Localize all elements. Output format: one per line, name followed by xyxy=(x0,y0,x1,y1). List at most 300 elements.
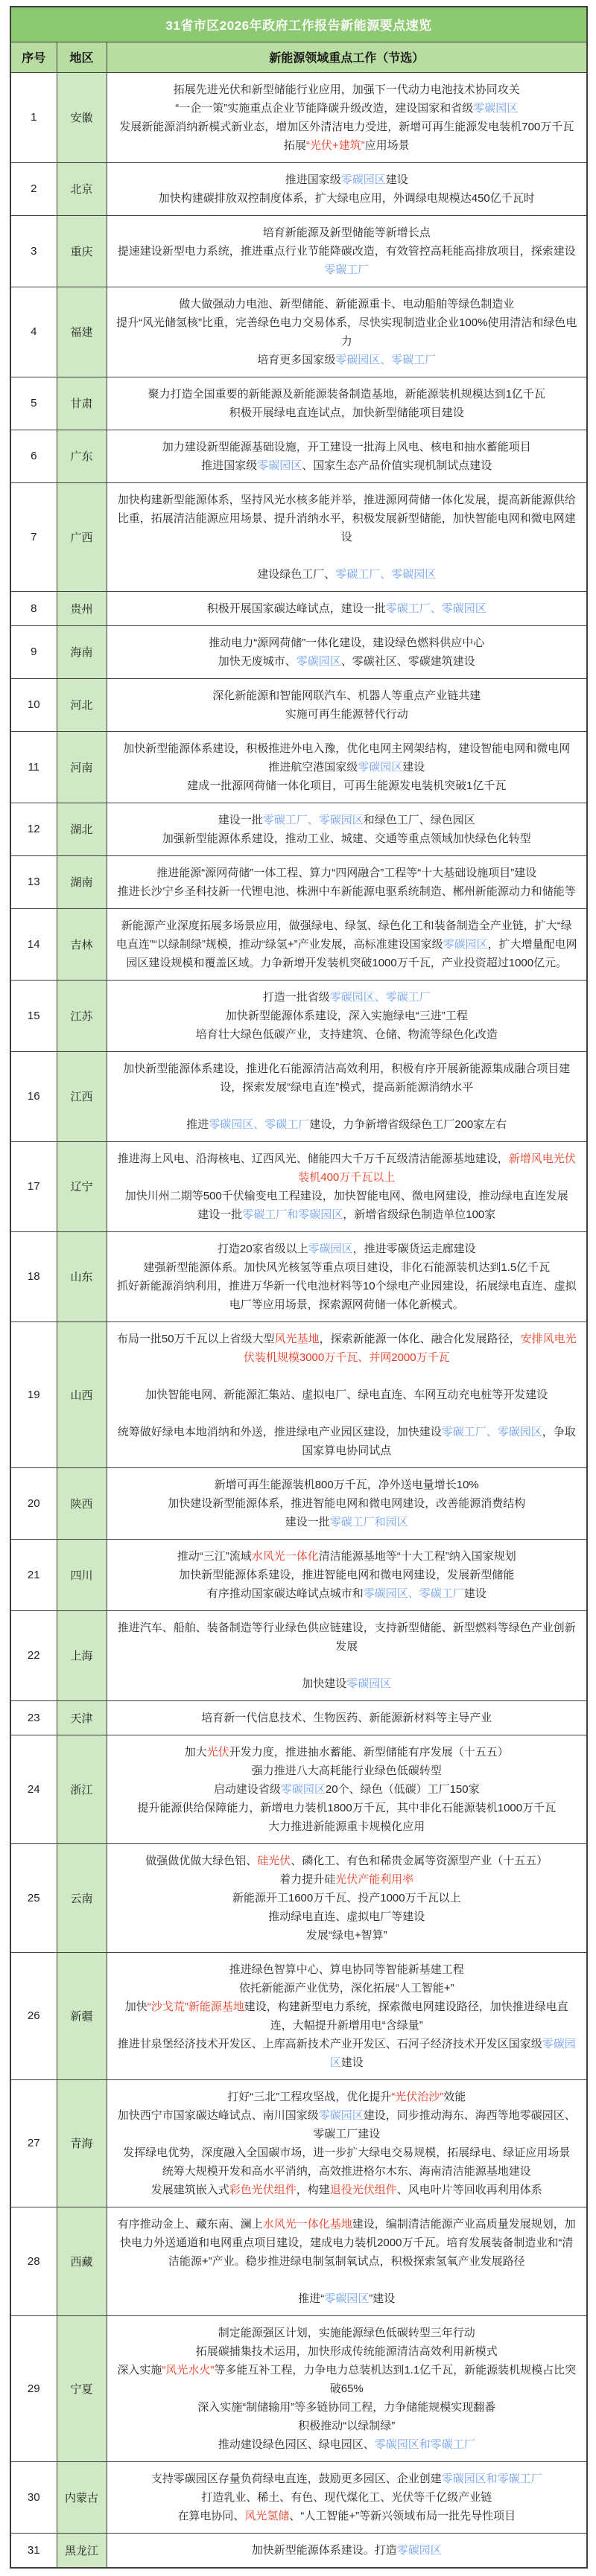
red-emphasis-term: 水风光一体化基地 xyxy=(262,2217,352,2231)
text-segment: 、零碳社区、零碳建筑建设 xyxy=(340,654,475,668)
highlights-cell xyxy=(107,215,587,287)
text-segment: 加快新型能源体系建设。打造 xyxy=(251,2543,397,2557)
text-segment: ，扩大增量配电网园区建设规模和覆盖区域。力争新增开发装机突破1000万千瓦，产业投资超过1000亿元。 xyxy=(126,937,577,969)
text-segment: 建设，同步推动海东、海西等地零碳园区、零碳工厂建设 xyxy=(313,2108,576,2140)
text-segment: 发展新能源消纳新模式新业态，增加区外清洁电力受进，新增可再生能源发电装机700万千瓦 xyxy=(119,120,574,133)
title-row xyxy=(10,7,587,42)
text-segment: 建设一批 xyxy=(218,813,263,826)
text-segment: 深入实施“制储输用”等多链协同工程，力争储能规模实现翻番 xyxy=(197,2400,496,2414)
text-segment: 加快新型能源体系建设，推进化石能源清洁高效利用，积极有序开展新能源集成融合项目建设，探索发展“绿电直连”模式，提高新能源消纳水平 xyxy=(123,1062,571,1094)
row-number: 16 xyxy=(10,1051,57,1141)
zero-carbon-term: 零碳工厂、零碳园区 xyxy=(335,567,437,581)
text-segment: 推进甘泉堡经济技术开发区、上库高新技术产业开发区、石河子经济技术开发区国家级 xyxy=(117,2037,542,2050)
text-segment: 推进汽车、船舶、装备制造等行业绿色供应链建设，支持新型储能、新型燃料等绿色产业创新发展 xyxy=(117,1621,576,1653)
highlights-cell xyxy=(107,1735,587,1843)
text-segment: 统筹大规模开发和高水平消纳，高效推进格尔木东、海南清洁能源基地建设 xyxy=(162,2164,531,2178)
highlights-cell xyxy=(107,1610,587,1700)
highlights-cell xyxy=(107,2079,587,2207)
highlights-cell xyxy=(107,731,587,803)
region-name: 江西 xyxy=(57,1051,107,1141)
highlight-line xyxy=(116,351,578,369)
red-emphasis-term: 新增风电光伏装机400万千瓦以上 xyxy=(298,1152,576,1184)
text-segment: 发挥绿电优势，深度融入全国碳市场，进一步扩大绿电交易规模，拓展绿电、绿证应用场景 xyxy=(123,2146,571,2159)
text-segment: 建设一批 xyxy=(285,1515,330,1528)
region-name: 广东 xyxy=(57,430,107,482)
highlight-line xyxy=(116,1619,578,1656)
region-name: 宁夏 xyxy=(57,2315,107,2461)
text-segment: 、风电叶片等回收再利用体系 xyxy=(396,2183,542,2196)
text-segment: 推进“ xyxy=(298,2292,325,2305)
row-number: 8 xyxy=(10,591,57,625)
row-number: 9 xyxy=(10,625,57,678)
highlights-cell xyxy=(107,908,587,980)
text-segment: 支持零碳园区存量负荷绿电直连，鼓励更多园区、企业创建 xyxy=(150,2472,442,2485)
highlight-line xyxy=(116,2398,578,2417)
text-segment: 清洁能源基地等“十大工程”纳入国家规划 xyxy=(318,1549,516,1563)
text-segment: 依托新能源产业优势，深化拓展“人工智能+” xyxy=(238,1981,454,1995)
text-segment: 开发力度，推进抽水蓄能、新型储能有序发展（十五五） xyxy=(229,1745,509,1759)
row-number: 7 xyxy=(10,482,57,591)
region-name: 山西 xyxy=(57,1322,107,1467)
highlight-line xyxy=(116,1566,578,1584)
text-segment: 做强做优做大绿色铝、 xyxy=(145,1854,258,1867)
row-number: 18 xyxy=(10,1231,57,1322)
text-segment: 聚力打造全国重要的新能源及新能源装备制造基地，新能源装机规模达到1亿千瓦 xyxy=(148,387,545,401)
region-name: 浙江 xyxy=(57,1735,107,1843)
text-segment: ，构建 xyxy=(296,2183,330,2196)
text-segment: 推进能源“源网荷储”一体工程、算力“四网融合”工程等“十大基础设施项目”建设 xyxy=(156,866,537,879)
zero-carbon-term: 零碳园区和零碳工厂 xyxy=(374,2438,475,2451)
text-segment: 着力提升硅 xyxy=(279,1872,336,1886)
row-number: 19 xyxy=(10,1322,57,1467)
region-name: 甘肃 xyxy=(57,377,107,430)
highlight-line xyxy=(116,2488,578,2507)
zero-carbon-term: 零碳园区 xyxy=(280,1782,326,1796)
zero-carbon-term: 零碳园区 xyxy=(329,2037,576,2069)
text-segment: 拓展 xyxy=(283,138,306,152)
table-row xyxy=(10,625,587,678)
row-number: 14 xyxy=(10,908,57,980)
highlight-line xyxy=(116,777,578,795)
zero-carbon-term: 零碳工厂、零碳园区 xyxy=(385,602,486,615)
zero-carbon-term: 零碳工厂 xyxy=(324,263,370,276)
highlight-line xyxy=(116,2541,578,2560)
text-segment: ”建设 xyxy=(369,2292,396,2305)
table-title: 31省市区2026年政府工作报告新能源要点速览 xyxy=(10,7,587,42)
text-segment: 推动“三江”流域 xyxy=(177,1549,252,1563)
spacer-line xyxy=(116,546,578,565)
highlight-line xyxy=(116,599,578,618)
highlight-line xyxy=(116,739,578,758)
region-name: 天津 xyxy=(57,1700,107,1735)
text-segment: 建设 xyxy=(402,760,425,774)
table-row xyxy=(10,2461,587,2533)
spacer-line xyxy=(116,2271,578,2289)
text-segment: 打造一批省级 xyxy=(262,990,330,1004)
highlight-line xyxy=(116,2162,578,2181)
highlight-line xyxy=(116,1423,578,1460)
text-segment: 深化新能源和智能网联汽车、机器人等重点产业链共建 xyxy=(212,689,481,702)
text-segment: 建设绿色工厂、 xyxy=(257,567,336,581)
region-name: 陕西 xyxy=(57,1467,107,1539)
text-segment: 发展“绿电+智算” xyxy=(305,1928,387,1942)
text-segment: 推动绿电直连、虚拟电厂等建设 xyxy=(268,1910,425,1923)
text-segment: 推进长沙宁乡圣科技新一代锂电池、株洲中车新能源电驱系统制造、郴州新能源动力和储能等 xyxy=(117,884,576,898)
highlight-line xyxy=(116,1025,578,1044)
text-segment: 新增可再生能源装机800万千瓦，净外送电量增长10% xyxy=(214,1478,479,1491)
red-emphasis-term: 硅光伏 xyxy=(257,1854,291,1867)
highlights-cell xyxy=(107,2207,587,2315)
highlight-line xyxy=(116,2417,578,2435)
table-row xyxy=(10,908,587,980)
highlight-line xyxy=(116,634,578,652)
row-number: 26 xyxy=(10,1952,57,2079)
text-segment: 深入实施 xyxy=(117,2363,162,2376)
table-row xyxy=(10,2079,587,2207)
spacer-line xyxy=(116,1656,578,1674)
row-number: 1 xyxy=(10,72,57,162)
region-name: 湖北 xyxy=(57,803,107,855)
row-number: 30 xyxy=(10,2461,57,2533)
row-number: 11 xyxy=(10,731,57,803)
text-segment: 打好“三北”工程攻坚战，优化提升 xyxy=(227,2090,392,2103)
zero-carbon-term: 零碳园区 xyxy=(308,1242,353,1255)
highlight-line xyxy=(116,242,578,279)
text-segment: 加快 xyxy=(124,2000,148,2013)
highlight-line xyxy=(116,864,578,882)
zero-carbon-term: 零碳园区 xyxy=(396,2543,442,2557)
region-name: 安徽 xyxy=(57,72,107,162)
spacer-line xyxy=(116,1404,578,1423)
highlight-line xyxy=(116,1476,578,1494)
text-segment: 、磷化工、有色和稀贵金属等资源型产业（十五五） xyxy=(291,1854,548,1867)
highlight-line xyxy=(116,456,578,475)
zero-carbon-term: 零碳园区、零碳工厂 xyxy=(363,1587,464,1600)
red-emphasis-term: 水风光一体化 xyxy=(251,1549,319,1563)
region-name: 河北 xyxy=(57,678,107,731)
highlight-line xyxy=(116,295,578,313)
table-row xyxy=(10,1467,587,1539)
row-number: 5 xyxy=(10,377,57,430)
text-segment: 积极推动“以绿制绿” xyxy=(298,2419,396,2432)
highlight-line xyxy=(116,2507,578,2525)
row-number: 17 xyxy=(10,1141,57,1231)
highlight-line xyxy=(116,1889,578,1907)
table-row xyxy=(10,215,587,287)
highlight-line xyxy=(116,988,578,1007)
red-emphasis-term: 光伏产能利用率 xyxy=(335,1872,414,1886)
table-body xyxy=(10,72,587,2568)
highlight-line xyxy=(116,1743,578,1762)
highlight-line xyxy=(116,1240,578,1258)
highlights-cell xyxy=(107,287,587,377)
highlights-cell xyxy=(107,855,587,908)
text-segment: 建成一批源网荷储一体化项目，可再生能源发电装机突破1亿千瓦 xyxy=(187,779,507,792)
highlights-cell xyxy=(107,2315,587,2461)
zero-carbon-term: 零碳园区 xyxy=(473,101,519,115)
highlight-line xyxy=(116,2088,578,2106)
text-segment: 提速建设新型电力系统，推进重点行业节能降碳改造，有效管控高耗能高排放项目，探索建设 xyxy=(117,244,576,258)
text-segment: 建设，编制清洁能源产业高质量发展规划，加快电力外送通道和电网重点项目建设，建成电力装机2000万千瓦。培育发展装备制造业和“清洁能源+”产业。稳步推进绿电制氢制氧试点，积极探索氢氧产业发展路径 xyxy=(120,2217,576,2268)
col-header-highlights: 新能源领域重点工作（节选） xyxy=(107,42,587,72)
table-row xyxy=(10,591,587,625)
highlights-cell xyxy=(107,2533,587,2568)
table-row xyxy=(10,72,587,162)
text-segment: 强力推进八大高耗能行业绿色低碳转型 xyxy=(251,1764,442,1777)
text-segment: 推进 xyxy=(186,1118,209,1131)
table-row xyxy=(10,855,587,908)
text-segment: 在算电协同、 xyxy=(177,2509,245,2522)
highlight-line xyxy=(116,404,578,422)
text-segment: 加快无废城市、 xyxy=(218,654,297,668)
region-name: 福建 xyxy=(57,287,107,377)
text-segment: 建设 xyxy=(385,173,408,186)
zero-carbon-term: 零碳工厂、零碳园区 xyxy=(441,1425,542,1438)
highlight-line xyxy=(116,2470,578,2488)
table-row xyxy=(10,1231,587,1322)
red-emphasis-term: 风光基地 xyxy=(274,1332,320,1345)
text-segment: “一企一策”实施重点企业节能降碳升级改造，建设国家和省级 xyxy=(175,101,474,115)
red-emphasis-term: “沙戈荒”新能源基地 xyxy=(147,2000,244,2013)
table-row xyxy=(10,803,587,855)
table-row xyxy=(10,678,587,731)
text-segment: 建设，力争新增省级绿色工厂200家左右 xyxy=(309,1118,507,1131)
highlight-line xyxy=(116,1870,578,1889)
highlights-cell xyxy=(107,678,587,731)
text-segment: 有序推动国家碳达峰试点城市和 xyxy=(206,1587,364,1600)
table-row xyxy=(10,1952,587,2079)
highlight-line xyxy=(116,2215,578,2271)
text-segment: ，争取国家算电协同试点 xyxy=(302,1425,576,1457)
highlights-cell xyxy=(107,1231,587,1322)
red-emphasis-term: “光伏+建筑” xyxy=(305,138,365,152)
highlight-line xyxy=(116,80,578,99)
region-name: 河南 xyxy=(57,731,107,803)
highlights-cell xyxy=(107,72,587,162)
text-segment: 制定能源强区计划，实施能源绿色低碳转型三年行动 xyxy=(218,2326,475,2339)
text-segment: 20个、绿色（低碳）工厂150家 xyxy=(325,1782,480,1796)
row-number: 28 xyxy=(10,2207,57,2315)
region-name: 广西 xyxy=(57,482,107,591)
text-segment: ，探索新能源一体化、融合化发展路径， xyxy=(319,1332,521,1345)
text-segment: 发展建筑嵌入式 xyxy=(150,2183,229,2196)
highlight-line xyxy=(116,1584,578,1603)
table-row xyxy=(10,2533,587,2568)
table-row xyxy=(10,1843,587,1952)
region-name: 黑龙江 xyxy=(57,2533,107,2568)
row-number: 6 xyxy=(10,430,57,482)
highlights-cell xyxy=(107,591,587,625)
highlight-line xyxy=(116,1799,578,1817)
zero-carbon-term: 零碳园区、零碳工厂 xyxy=(335,353,437,366)
highlights-cell xyxy=(107,1141,587,1231)
text-segment: 积极开展国家碳达峰试点，建设一批 xyxy=(206,602,386,615)
row-number: 2 xyxy=(10,162,57,215)
highlights-cell xyxy=(107,1843,587,1952)
highlight-line xyxy=(116,705,578,724)
text-segment: 实施可再生能源替代行动 xyxy=(285,707,408,721)
highlight-line xyxy=(116,170,578,189)
highlight-line xyxy=(116,2181,578,2199)
highlight-line xyxy=(116,1115,578,1134)
text-segment: 建设一批 xyxy=(197,1208,243,1221)
zero-carbon-term: 零碳园区、零碳工厂 xyxy=(209,1118,310,1131)
highlight-line xyxy=(116,1258,578,1277)
row-number: 24 xyxy=(10,1735,57,1843)
table-row xyxy=(10,377,587,430)
row-number: 27 xyxy=(10,2079,57,2207)
highlights-cell xyxy=(107,377,587,430)
text-segment: 加快川州二期等500千伏输变电工程建设，加快智能电网、微电网建设，推动绿电直连发展 xyxy=(124,1189,568,1202)
table-row xyxy=(10,980,587,1051)
text-segment: 推进海上风电、沿海核电、辽西风光、储能四大千万千瓦级清洁能源基地建设， xyxy=(117,1152,509,1165)
text-segment: 加大 xyxy=(184,1745,207,1759)
text-segment: 培育新一代信息技术、生物医药、新能源新材料等主导产业 xyxy=(201,1711,492,1724)
highlight-line xyxy=(116,313,578,351)
header-row xyxy=(10,42,587,72)
highlight-line xyxy=(116,1979,578,1998)
text-segment: 培育更多国家级 xyxy=(257,353,336,366)
zero-carbon-term: 零碳工厂和零碳园区 xyxy=(242,1208,343,1221)
text-segment: 加快新型能源体系建设，深入实施绿电“三进”工程 xyxy=(225,1009,468,1022)
red-emphasis-term: “风光水火” xyxy=(162,2363,215,2376)
highlight-line xyxy=(116,1330,578,1367)
highlights-cell xyxy=(107,1700,587,1735)
highlight-line xyxy=(116,2324,578,2342)
text-segment: 加快建设新型能源体系，推进智能电网和微电网建设，改善能源消费结构 xyxy=(168,1496,526,1510)
table-row xyxy=(10,162,587,215)
text-segment: 有序推动金上、藏东南、澜上 xyxy=(117,2217,263,2231)
highlight-line xyxy=(116,189,578,208)
region-name: 海南 xyxy=(57,625,107,678)
region-name: 北京 xyxy=(57,162,107,215)
table-row xyxy=(10,1051,587,1141)
text-segment: 、“人工智能+”等新兴领域布局一批先导性项目 xyxy=(289,2509,516,2522)
highlight-line xyxy=(116,1762,578,1780)
highlight-line xyxy=(116,1277,578,1314)
text-segment: 加快智能电网、新能源汇集站、虚拟电厂、绿电直连、车网互动充电桩等开发建设 xyxy=(145,1388,548,1401)
region-name: 新疆 xyxy=(57,1952,107,2079)
highlight-line xyxy=(116,1059,578,1097)
text-segment: 推进国家级 xyxy=(201,459,258,472)
region-name: 青海 xyxy=(57,2079,107,2207)
highlights-cell xyxy=(107,803,587,855)
text-segment: 建设 xyxy=(463,1587,486,1600)
text-segment: 拓展先进光伏和新型储能行业应用，加强下一代动力电池技术协同攻关 xyxy=(173,83,520,96)
highlight-line xyxy=(116,2106,578,2143)
text-segment: 加快建设 xyxy=(302,1677,347,1690)
zero-carbon-term: 零碳园区 xyxy=(340,173,386,186)
text-segment: 打造乳业、稀土、有色、现代煤化工、光伏等千亿级产业链 xyxy=(201,2490,492,2504)
highlights-cell xyxy=(107,1322,587,1467)
highlight-line xyxy=(116,1494,578,1513)
highlight-line xyxy=(116,1998,578,2035)
table-row xyxy=(10,731,587,803)
highlight-line xyxy=(116,916,578,972)
highlight-line xyxy=(116,882,578,901)
highlight-line xyxy=(116,1150,578,1187)
highlight-line xyxy=(116,652,578,671)
region-name: 四川 xyxy=(57,1539,107,1610)
zero-carbon-term: 零碳园区和零碳工厂 xyxy=(441,2472,542,2485)
text-segment: 应用场景 xyxy=(364,138,410,152)
text-segment: 和绿色工厂、绿色园区 xyxy=(363,813,475,826)
highlights-cell xyxy=(107,1051,587,1141)
table-row xyxy=(10,1610,587,1700)
text-segment: 推进绿色智算中心、算电协同等智能新基建工程 xyxy=(229,1963,464,1976)
text-segment: 新能源产业深度拓展多场景应用，做强绿电、绿氢、绿色化工和装备制造全产业链，扩大“绿电直连”“以绿制绿”规模，推动“绿氢+”产业发展，高标准建设国家级 xyxy=(115,919,572,951)
highlights-cell xyxy=(107,162,587,215)
highlight-line xyxy=(116,223,578,242)
text-segment: 启动建设省级 xyxy=(213,1782,281,1796)
highlight-line xyxy=(116,2435,578,2454)
red-emphasis-term: “光伏治沙” xyxy=(391,2090,444,2103)
highlights-cell xyxy=(107,1467,587,1539)
text-segment: ，新增省级绿色制造单位100家 xyxy=(343,1208,496,1221)
text-segment: 推动建设绿色园区、绿电园区、 xyxy=(218,2438,375,2451)
highlight-line xyxy=(116,136,578,155)
zero-carbon-term: 零碳工厂、零碳园区 xyxy=(262,813,364,826)
table-row xyxy=(10,430,587,482)
highlight-line xyxy=(116,1926,578,1945)
highlight-line xyxy=(116,1852,578,1870)
row-number: 22 xyxy=(10,1610,57,1700)
text-segment: 积极开展绿电直连试点，加快新型储能项目建设 xyxy=(229,406,464,419)
zero-carbon-term: 零碳园区 xyxy=(443,937,488,951)
text-segment: 培育壮大绿色低碳产业，支持建筑、仓储、物流等绿色化改造 xyxy=(195,1027,498,1041)
text-segment: 打造20家省级以上 xyxy=(217,1242,308,1255)
red-emphasis-term: 光伏 xyxy=(206,1745,229,1759)
highlight-line xyxy=(116,438,578,456)
highlight-line xyxy=(116,1007,578,1025)
row-number: 31 xyxy=(10,2533,57,2568)
highlight-line xyxy=(116,385,578,404)
zero-carbon-term: 零碳工厂和园区 xyxy=(329,1515,408,1528)
highlight-line xyxy=(116,2342,578,2361)
table-row xyxy=(10,1700,587,1735)
zero-carbon-term: 零碳园区 xyxy=(324,2292,370,2305)
region-name: 吉林 xyxy=(57,908,107,980)
row-number: 20 xyxy=(10,1467,57,1539)
text-segment: 拓展碳捕集技术运用，加快形成传统能源清洁高效利用新模式 xyxy=(195,2344,498,2358)
zero-carbon-term: 零碳园区 xyxy=(358,760,403,774)
highlight-line xyxy=(116,2361,578,2398)
highlights-cell xyxy=(107,625,587,678)
highlight-line xyxy=(116,2143,578,2162)
highlight-line xyxy=(116,2289,578,2308)
row-number: 29 xyxy=(10,2315,57,2461)
row-number: 3 xyxy=(10,215,57,287)
text-segment: 推进国家级 xyxy=(285,173,341,186)
text-segment: 效能 xyxy=(443,2090,466,2103)
red-emphasis-term: 安排风电光伏装机规模3000万千瓦、并网2000万千瓦 xyxy=(243,1332,577,1364)
spacer-line xyxy=(116,1097,578,1115)
provinces-new-energy-table xyxy=(10,6,588,2569)
highlights-cell xyxy=(107,430,587,482)
highlight-line xyxy=(116,2035,578,2072)
text-segment: 大力推进新能源重卡规模化应用 xyxy=(268,1820,425,1833)
row-number: 10 xyxy=(10,678,57,731)
highlight-line xyxy=(116,1709,578,1727)
row-number: 4 xyxy=(10,287,57,377)
highlight-line xyxy=(116,1205,578,1224)
region-name: 山东 xyxy=(57,1231,107,1322)
highlight-line xyxy=(116,99,578,118)
region-name: 重庆 xyxy=(57,215,107,287)
region-name: 内蒙古 xyxy=(57,2461,107,2533)
red-emphasis-term: 退役光伏组件 xyxy=(329,2183,397,2196)
text-segment: 加强新型能源体系建设，推动工业、城建、交通等重点领域加快绿色化转型 xyxy=(162,832,531,845)
